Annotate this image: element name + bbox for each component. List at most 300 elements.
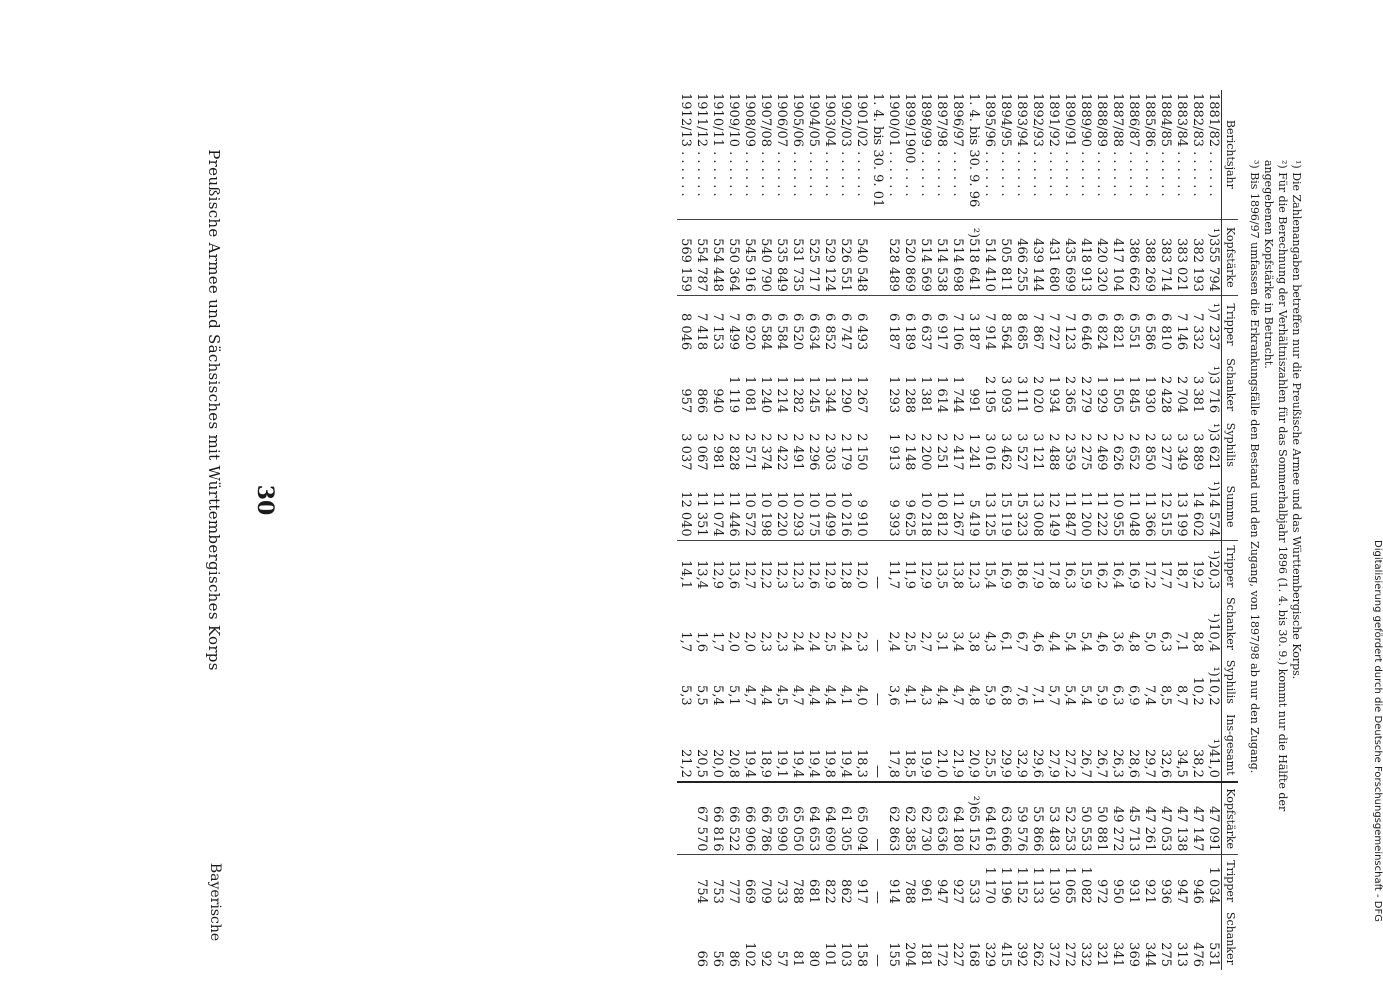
cell-summe: 10 572 (742, 491, 757, 537)
cell-syphilis: 2 422 (774, 433, 789, 471)
cell-insgesamt: 20,0 (710, 748, 725, 778)
cell-bav-strength: 55 866 (1029, 782, 1045, 855)
cell-syphilis: 2 303 (822, 433, 837, 471)
year: 1901/02 . . . . . . (854, 93, 869, 197)
cell-bav-tripper: 681 (805, 855, 821, 907)
cell-strength: 554 448 (709, 219, 725, 295)
cell-summe: 15 119 (998, 491, 1013, 537)
cell-pm-schanker: 2,0 (726, 631, 741, 653)
cell-pm-syphilis: 4,3 (918, 685, 933, 706)
table-row (1045, 90, 1061, 970)
cell-pm-schanker: 1,7 (710, 631, 725, 653)
cell-schanker: 2 279 (1078, 375, 1093, 414)
cell-schanker: 1 381 (918, 375, 933, 414)
table-row (1141, 90, 1157, 970)
table-row (997, 90, 1013, 970)
cell-pm-syphilis: — (870, 692, 885, 706)
cell-pm-syphilis: 5,9 (1094, 685, 1109, 706)
header-summe: Summe (1222, 473, 1239, 540)
cell-pm-schanker: — (870, 639, 885, 653)
cell-bav-strength: 65 050 (789, 782, 805, 855)
cell-pm-tripper: 15,4 (981, 540, 997, 592)
cell-bav-strength: 65 094 (853, 782, 869, 855)
cell-strength: 554 787 (693, 219, 709, 295)
cell-pm-syphilis: 4,1 (838, 685, 853, 706)
cell-bav-strength: 61 305 (837, 782, 853, 855)
cell-syphilis: 2 850 (1142, 433, 1157, 471)
cell-pm-syphilis: 4,0 (854, 685, 869, 706)
cell-insgesamt: 20,9 (966, 748, 981, 778)
cell-tripper: 6 551 (1125, 295, 1141, 353)
cell-bav-tripper: 1 082 (1077, 855, 1093, 907)
year: 1886/87 . . . . . . (1126, 93, 1141, 197)
cell-insgesamt: 26,7 (1078, 748, 1093, 778)
cell-pm-syphilis: 6,3 (1110, 685, 1125, 706)
cell-bav-strength: 50 553 (1077, 782, 1093, 855)
cell-summe: 13 008 (1030, 491, 1045, 537)
cell-pm-syphilis: 3,6 (886, 685, 901, 706)
cell-pm-schanker: 2,3 (854, 631, 869, 653)
cell-schanker: 2 428 (1158, 375, 1173, 414)
cell-tripper: 6 520 (789, 295, 805, 353)
cell-schanker: 1 344 (822, 375, 837, 414)
cell-pm-syphilis: 4,1 (902, 685, 917, 706)
year: 1889/90 . . . . . . (1078, 93, 1093, 197)
cell-syphilis: 1 913 (886, 433, 901, 471)
cell-tripper: 7 153 (709, 295, 725, 353)
cell-tripper: 7 867 (1029, 295, 1045, 353)
cell-strength: 526 551 (837, 219, 853, 295)
header-pm-schanker: Schanker (1222, 592, 1239, 655)
cell-bav-strength (677, 782, 693, 855)
cell-strength: 520 869 (901, 219, 917, 295)
cell-tripper: 3 187 (965, 295, 981, 353)
cell-tripper: 6 821 (1109, 295, 1125, 353)
cell-bav-schanker: 103 (838, 942, 853, 967)
cell-bav-tripper: 822 (821, 855, 837, 907)
cell-pm-tripper: 19,2 (1189, 540, 1205, 592)
cell-schanker: 957 (678, 388, 693, 414)
cell-pm-tripper: 16,4 (1109, 540, 1125, 592)
cell-pm-tripper: 16,9 (997, 540, 1013, 592)
cell-syphilis: 3 037 (678, 433, 693, 471)
table-row (1029, 90, 1045, 970)
cell-bav-schanker: 531 (1206, 942, 1221, 967)
cell-bav-strength: 49 272 (1109, 782, 1125, 855)
cell-schanker: 1 934 (1046, 375, 1061, 414)
cell-bav-strength: 65 990 (773, 782, 789, 855)
cell-pm-schanker: 3,4 (950, 631, 965, 653)
cell-pm-tripper: 11,9 (901, 540, 917, 592)
cell-bav-tripper: 753 (709, 855, 725, 907)
cell-pm-syphilis: 5,3 (678, 685, 693, 706)
cell-insgesamt: 38,2 (1190, 748, 1205, 778)
cell-bav-schanker: — (870, 954, 885, 967)
year: 1896/97 . . . . . . (950, 93, 965, 197)
cell-bav-schanker: 344 (1142, 942, 1157, 967)
cell-bav-tripper: 947 (1173, 855, 1189, 907)
cell-syphilis: 2 491 (790, 433, 805, 471)
cell-syphilis: 3 067 (694, 433, 709, 471)
cell-summe: 12 515 (1158, 491, 1173, 537)
cell-bav-tripper: 733 (773, 855, 789, 907)
cell-bav-schanker: 158 (854, 942, 869, 967)
cell-syphilis: 3 277 (1158, 433, 1173, 471)
cell-syphilis: 2 981 (710, 433, 725, 471)
cell-pm-schanker: 4,6 (1094, 631, 1109, 653)
cell-summe: 11 048 (1126, 491, 1141, 537)
cell-summe: 11 074 (710, 491, 725, 537)
cell-strength: 514 698 (949, 219, 965, 295)
cell-summe: 10 198 (758, 491, 773, 537)
table-row (869, 90, 885, 970)
cell-bav-tripper: 972 (1093, 855, 1109, 907)
cell-pm-schanker: 3,6 (1110, 631, 1125, 653)
cell-tripper: 6 824 (1093, 295, 1109, 353)
cell-bav-tripper: 917 (853, 855, 869, 907)
cell-bav-schanker: 57 (774, 950, 789, 967)
cell-strength: 529 124 (821, 219, 837, 295)
cell-bav-schanker: 168 (966, 942, 981, 967)
cell-insgesamt: 18,9 (758, 748, 773, 778)
cell-pm-tripper: 16,9 (1125, 540, 1141, 592)
table-row (1077, 90, 1093, 970)
cell-schanker: 1 505 (1110, 375, 1125, 414)
cell-tripper: 6 187 (885, 295, 901, 353)
cell-bav-schanker (677, 907, 693, 970)
cell-tripper: 6 920 (741, 295, 757, 353)
table-row (1109, 90, 1125, 970)
cell-insgesamt: 19,4 (806, 748, 821, 778)
table-row (789, 90, 805, 970)
cell-pm-schanker: 2,4 (886, 631, 901, 653)
year: 1. 4. bis 30. 9. 01 (870, 93, 885, 208)
cell-bav-tripper: 1 133 (1029, 855, 1045, 907)
cell-insgesamt: 29,7 (1142, 748, 1157, 778)
cell-schanker: ¹)3 716 (1206, 365, 1221, 414)
cell-schanker: 866 (694, 388, 709, 414)
cell-pm-syphilis: 4,4 (758, 685, 773, 706)
cell-strength: 528 489 (885, 219, 901, 295)
cell-bav-strength: 63 636 (933, 782, 949, 855)
cell-bav-strength: 47 053 (1157, 782, 1173, 855)
table-row (1173, 90, 1189, 970)
cell-bav-schanker: 392 (1014, 942, 1029, 967)
cell-syphilis: 2 417 (950, 433, 965, 471)
table-row (965, 90, 981, 970)
cell-schanker: 3 111 (1014, 375, 1029, 414)
cell-strength: 545 916 (741, 219, 757, 295)
cell-strength: 531 735 (789, 219, 805, 295)
cell-bav-tripper: — (869, 855, 885, 907)
cell-bav-schanker: 341 (1110, 942, 1125, 967)
cell-pm-syphilis: 4,4 (806, 685, 821, 706)
cell-syphilis: 3 349 (1174, 433, 1189, 471)
table-title: Preußische Armee und Sächsisches mit Württembergisches Korps (205, 149, 223, 671)
cell-syphilis: 1 241 (966, 433, 981, 471)
header-syphilis: Syphilis (1222, 416, 1239, 473)
cell-pm-schanker: 2,0 (742, 631, 757, 653)
cell-insgesamt: 17,8 (886, 748, 901, 778)
cell-insgesamt: ¹)41,0 (1206, 738, 1221, 778)
cell-bav-strength: 66 906 (741, 782, 757, 855)
year: 1888/89 . . . . . . (1094, 93, 1109, 197)
cell-bav-schanker: 415 (998, 942, 1013, 967)
table-row (821, 90, 837, 970)
table-row (1093, 90, 1109, 970)
cell-strength: 382 193 (1189, 219, 1205, 295)
header-insgesamt: Ins-gesamt (1222, 709, 1239, 782)
cell-bav-tripper: 931 (1125, 855, 1141, 907)
table-row (709, 90, 725, 970)
cell-summe: 12 040 (678, 491, 693, 537)
table-header (1222, 90, 1239, 970)
table-row (757, 90, 773, 970)
cell-schanker: 991 (966, 388, 981, 414)
table-row (693, 90, 709, 970)
cell-bav-schanker: 262 (1030, 942, 1045, 967)
cell-pm-syphilis: 4,7 (950, 685, 965, 706)
cell-summe: 10 218 (918, 491, 933, 537)
cell-insgesamt: 19,1 (774, 748, 789, 778)
cell-bav-strength: 64 616 (981, 782, 997, 855)
year: 1894/95 . . . . . . (998, 93, 1013, 197)
header-pm-tripper: Tripper (1222, 540, 1239, 592)
cell-bav-schanker: 275 (1158, 942, 1173, 967)
table-row (917, 90, 933, 970)
cell-tripper: 6 852 (821, 295, 837, 353)
cell-pm-tripper: 18,7 (1173, 540, 1189, 592)
cell-bav-tripper: 946 (1189, 855, 1205, 907)
cell-summe (869, 473, 885, 540)
cell-tripper: 6 646 (1077, 295, 1093, 353)
cell-summe: 14 602 (1190, 491, 1205, 537)
cell-summe: 11 351 (694, 491, 709, 537)
year: 1893/94 . . . . . . (1014, 93, 1029, 197)
cell-pm-schanker: 3,8 (966, 631, 981, 653)
cell-strength: 514 410 (981, 219, 997, 295)
cell-bav-strength: 66 786 (757, 782, 773, 855)
cell-pm-tripper: 12,6 (805, 540, 821, 592)
cell-tripper: 7 146 (1173, 295, 1189, 353)
cell-syphilis: 2 296 (806, 433, 821, 471)
cell-insgesamt: 21,9 (950, 748, 965, 778)
cell-bav-schanker: 80 (806, 950, 821, 967)
cell-summe: ¹)14 574 (1206, 480, 1221, 537)
table-row (837, 90, 853, 970)
cell-tripper: 6 917 (933, 295, 949, 353)
table-row (725, 90, 741, 970)
cell-syphilis: ¹)3 621 (1206, 422, 1221, 471)
cell-summe: 11 366 (1142, 491, 1157, 537)
cell-pm-syphilis: 7,4 (1142, 685, 1157, 706)
cell-bav-schanker: 172 (934, 942, 949, 967)
cell-pm-syphilis: 5,4 (710, 685, 725, 706)
cell-bav-strength: 62 385 (901, 782, 917, 855)
cell-pm-tripper: 12,8 (837, 540, 853, 592)
cell-tripper (869, 295, 885, 353)
cell-pm-syphilis: 4,5 (774, 685, 789, 706)
cell-schanker: 2 020 (1030, 375, 1045, 414)
cell-bav-schanker: 372 (1046, 942, 1061, 967)
table-row (773, 90, 789, 970)
cell-summe: 11 222 (1094, 491, 1109, 537)
cell-schanker: 1 282 (790, 375, 805, 414)
cell-tripper: 7 106 (949, 295, 965, 353)
cell-schanker: 1 267 (854, 375, 869, 414)
cell-pm-syphilis: 10,2 (1190, 676, 1205, 706)
cell-insgesamt: 27,2 (1062, 748, 1077, 778)
year: 1906/07 . . . . . . (774, 93, 789, 197)
cell-bav-schanker: 272 (1062, 942, 1077, 967)
cell-pm-syphilis: 5,4 (1062, 685, 1077, 706)
cell-strength: 439 144 (1029, 219, 1045, 295)
cell-bav-schanker: 102 (742, 942, 757, 967)
cell-tripper: 7 418 (693, 295, 709, 353)
year: 1895/96 . . . . . . (982, 93, 997, 197)
table-row (1157, 90, 1173, 970)
cell-strength: 431 680 (1045, 219, 1061, 295)
cell-bav-schanker: 227 (950, 942, 965, 967)
cell-bav-schanker: 66 (694, 950, 709, 967)
header-tripper: Tripper (1222, 295, 1239, 353)
year: 1903/04 . . . . . . (822, 93, 837, 197)
cell-syphilis: 2 488 (1046, 433, 1061, 471)
cell-syphilis: 2 150 (854, 433, 869, 471)
year: 1883/84 . . . . . . (1174, 93, 1189, 197)
cell-bav-tripper: 1 065 (1061, 855, 1077, 907)
header-schanker: Schanker (1222, 353, 1239, 416)
cell-pm-tripper: 12,3 (773, 540, 789, 592)
cell-bav-strength: 50 881 (1093, 782, 1109, 855)
cell-syphilis: 2 571 (742, 433, 757, 471)
cell-syphilis: 3 121 (1030, 433, 1045, 471)
cell-pm-schanker: 6,1 (998, 631, 1013, 653)
cell-summe: 10 499 (822, 491, 837, 537)
cell-bav-schanker: 56 (710, 950, 725, 967)
cell-summe: 10 216 (838, 491, 853, 537)
cell-summe: 13 199 (1174, 491, 1189, 537)
cell-pm-schanker: 4,8 (1126, 631, 1141, 653)
cell-pm-tripper: 14,1 (677, 540, 693, 592)
cell-bav-tripper: 754 (693, 855, 709, 907)
cell-bav-strength: 66 522 (725, 782, 741, 855)
cell-pm-syphilis: 4,8 (966, 685, 981, 706)
table-title-bavarian: Bayerische (207, 862, 223, 942)
year: 1. 4. bis 30. 9. 96 (966, 93, 981, 208)
cell-syphilis: 2 374 (758, 433, 773, 471)
cell-syphilis: 2 179 (838, 433, 853, 471)
cell-strength: 569 159 (677, 219, 693, 295)
cell-pm-schanker: 1,6 (694, 631, 709, 653)
cell-summe: 9 910 (854, 499, 869, 537)
cell-insgesamt: 32,9 (1014, 748, 1029, 778)
cell-pm-schanker: 2,5 (822, 631, 837, 653)
cell-schanker: 1 744 (950, 375, 965, 414)
cell-pm-tripper: 17,8 (1045, 540, 1061, 592)
cell-schanker: 1 081 (742, 375, 757, 414)
cell-bav-schanker: 92 (758, 950, 773, 967)
cell-bav-strength: 62 863 (885, 782, 901, 855)
statistics-table (677, 90, 1238, 970)
cell-tripper: 8 685 (1013, 295, 1029, 353)
year: 1885/86 . . . . . . (1142, 93, 1157, 197)
footnote-3: ³) Bis 1896/97 umfassen die Erkrankungsfälle den Bestand und den Zugang, von 1897/98 ab nur den Zugang. (1248, 160, 1261, 774)
cell-pm-syphilis: 7,1 (1030, 685, 1045, 706)
cell-bav-schanker: 86 (726, 950, 741, 967)
year: 1898/99 . . . . . . (918, 93, 933, 197)
cell-strength (869, 219, 885, 295)
cell-schanker: 2 704 (1174, 375, 1189, 414)
cell-pm-tripper: 12,9 (709, 540, 725, 592)
table-body (677, 90, 1222, 970)
cell-schanker: 1 240 (758, 375, 773, 414)
cell-summe: 5 419 (966, 499, 981, 537)
year: 1905/06 . . . . . . (790, 93, 805, 197)
digitization-credit: Digitalisierung gefördert durch die Deutsche Forschungsgemeinschaft - DFG (1372, 540, 1383, 923)
cell-summe: 11 847 (1062, 491, 1077, 537)
cell-pm-syphilis: 5,4 (1078, 685, 1093, 706)
table-row (885, 90, 901, 970)
cell-bav-tripper: 1 170 (981, 855, 997, 907)
cell-pm-schanker: 2,7 (918, 631, 933, 653)
cell-pm-tripper: 11,7 (885, 540, 901, 592)
footnotes (1247, 160, 1303, 840)
cell-summe: 12 149 (1046, 491, 1061, 537)
cell-syphilis: 2 148 (902, 433, 917, 471)
footnote-1: ¹) Die Zahlenangaben betreffen nur die Preußische Armee und das Württembergische Korps. (1290, 160, 1303, 680)
cell-bav-strength: — (869, 782, 885, 855)
year: 1897/98 . . . . . . (934, 93, 949, 197)
cell-insgesamt: 26,3 (1110, 748, 1125, 778)
cell-bav-tripper: 1 196 (997, 855, 1013, 907)
cell-strength: 505 811 (997, 219, 1013, 295)
cell-tripper: 6 584 (757, 295, 773, 353)
cell-insgesamt: 19,4 (838, 748, 853, 778)
cell-syphilis: 3 462 (998, 433, 1013, 471)
cell-pm-syphilis: 8,7 (1174, 685, 1189, 706)
table-row (1189, 90, 1205, 970)
cell-insgesamt: 19,4 (790, 748, 805, 778)
cell-pm-schanker: 6,7 (1014, 631, 1029, 653)
cell-summe: 13 125 (982, 491, 997, 537)
cell-summe: 9 393 (886, 499, 901, 537)
cell-pm-syphilis: 4,7 (742, 685, 757, 706)
cell-strength: 388 269 (1141, 219, 1157, 295)
cell-pm-tripper: — (869, 540, 885, 592)
table-row (933, 90, 949, 970)
cell-insgesamt: 25,5 (982, 748, 997, 778)
cell-schanker: 1 930 (1142, 375, 1157, 414)
cell-tripper: 6 637 (917, 295, 933, 353)
cell-summe: 10 955 (1110, 491, 1125, 537)
header-bav-schanker: Schanker (1222, 907, 1239, 970)
cell-bav-tripper: 961 (917, 855, 933, 907)
cell-bav-tripper: 1 152 (1013, 855, 1029, 907)
cell-bav-tripper: 936 (1157, 855, 1173, 907)
cell-pm-tripper: ¹)20,3 (1205, 540, 1222, 592)
cell-pm-tripper: 12,0 (853, 540, 869, 592)
table-row (949, 90, 965, 970)
cell-bav-strength: 62 730 (917, 782, 933, 855)
cell-bav-strength: ²)65 152 (965, 782, 981, 855)
table-row (981, 90, 997, 970)
cell-insgesamt: 34,5 (1174, 748, 1189, 778)
cell-summe: 11 200 (1078, 491, 1093, 537)
table-row (805, 90, 821, 970)
table-row (1125, 90, 1141, 970)
cell-schanker: 1 290 (838, 375, 853, 414)
